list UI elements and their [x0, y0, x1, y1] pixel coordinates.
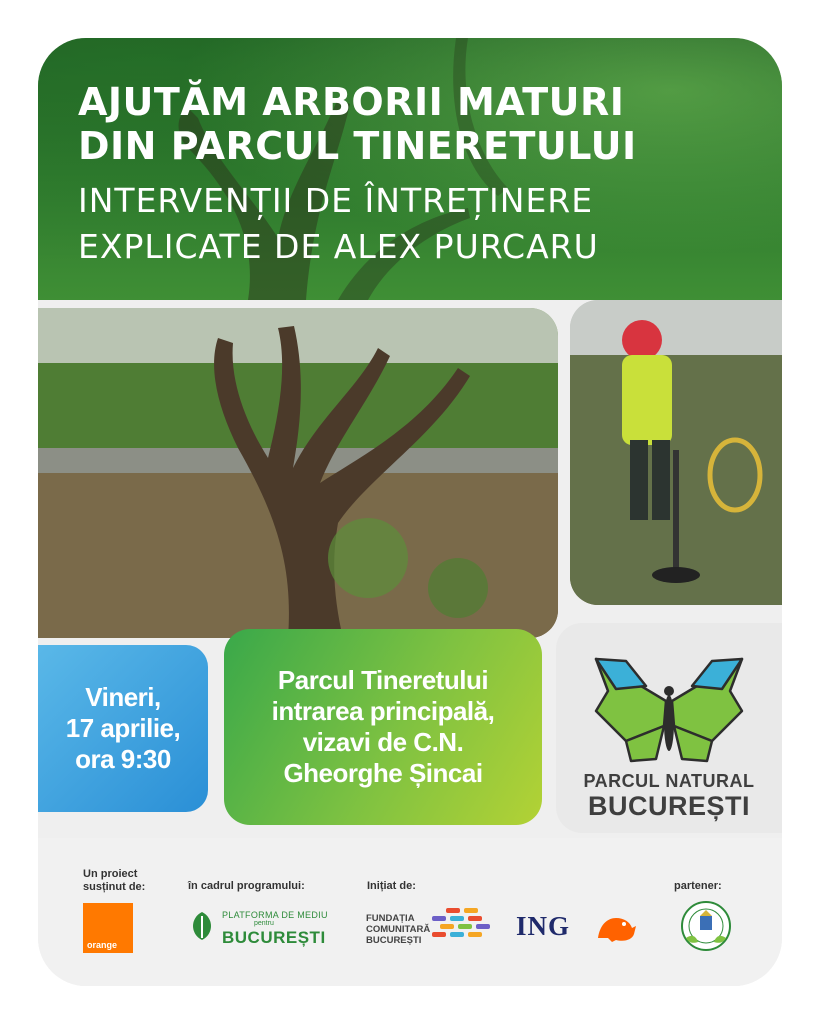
place-line-3: vizavi de C.N.	[302, 727, 464, 757]
platforma-line-2: pentru	[254, 920, 274, 927]
parcul-natural-logo-box	[556, 623, 782, 833]
foundation-line-1: FUNDAȚIA	[366, 913, 415, 924]
place-line-4: Gheorghe Șincai	[283, 758, 483, 788]
ing-lion-icon	[594, 910, 638, 944]
label-program: în cadrul programului:	[188, 880, 305, 892]
subtitle-line-2: EXPLICATE DE ALEX PURCARU	[78, 227, 599, 266]
butterfly-logo-icon	[556, 631, 782, 771]
date-line-3: ora 9:30	[75, 744, 171, 774]
label-supported-line-1: Un proiect	[83, 868, 138, 880]
place-line-2: intrarea principală,	[271, 696, 495, 726]
logo-text-line-2: BUCUREȘTI	[587, 791, 750, 821]
tree-photo-illustration	[38, 308, 558, 638]
label-supported-by	[83, 868, 145, 894]
event-date	[66, 682, 180, 775]
foundation-logo-text[interactable]	[366, 913, 430, 946]
platforma-line-3: BUCUREȘTI	[222, 928, 326, 947]
place-line-1: Parcul Tineretului	[277, 665, 489, 695]
sponsors-footer	[38, 838, 782, 986]
partner-seal-icon[interactable]	[678, 898, 734, 954]
date-line-1: Vineri,	[85, 682, 161, 712]
photo-mature-tree	[38, 308, 558, 638]
arborist-photo-illustration	[570, 300, 782, 605]
label-initiated-by: Inițiat de:	[367, 880, 416, 892]
foundation-line-2: COMUNITARĂ	[366, 924, 431, 935]
label-supported-line-2: susținut de:	[83, 881, 146, 893]
event-date-box	[38, 645, 208, 812]
foundation-line-3: BUCUREȘTI	[366, 935, 422, 946]
helmet-shape	[622, 320, 662, 360]
poster-card	[38, 38, 782, 986]
date-line-2: 17 aprilie,	[65, 713, 181, 743]
orange-logo-text: orange	[87, 940, 118, 950]
event-location	[238, 665, 528, 789]
foundation-bars-icon	[426, 906, 496, 944]
title-line-2: DIN PARCUL TINERETULUI	[78, 124, 637, 168]
ing-logo-text[interactable]: ING	[516, 911, 571, 941]
platforma-leaf-icon	[188, 910, 216, 942]
event-location-box	[224, 629, 542, 825]
header-banner	[38, 38, 782, 300]
subtitle-line-1: INTERVENȚII DE ÎNTREȚINERE	[78, 181, 594, 220]
orange-logo[interactable]	[83, 903, 133, 953]
event-title	[78, 80, 637, 168]
logo-text-line-1: PARCUL NATURAL	[583, 771, 755, 791]
label-partner: partener:	[674, 880, 722, 892]
photo-arborist-working	[570, 300, 782, 605]
title-line-1: AJUTĂM ARBORII MATURI	[78, 80, 625, 124]
event-subtitle	[78, 178, 599, 270]
platforma-line-1: PLATFORMA DE MEDIU	[222, 910, 328, 920]
